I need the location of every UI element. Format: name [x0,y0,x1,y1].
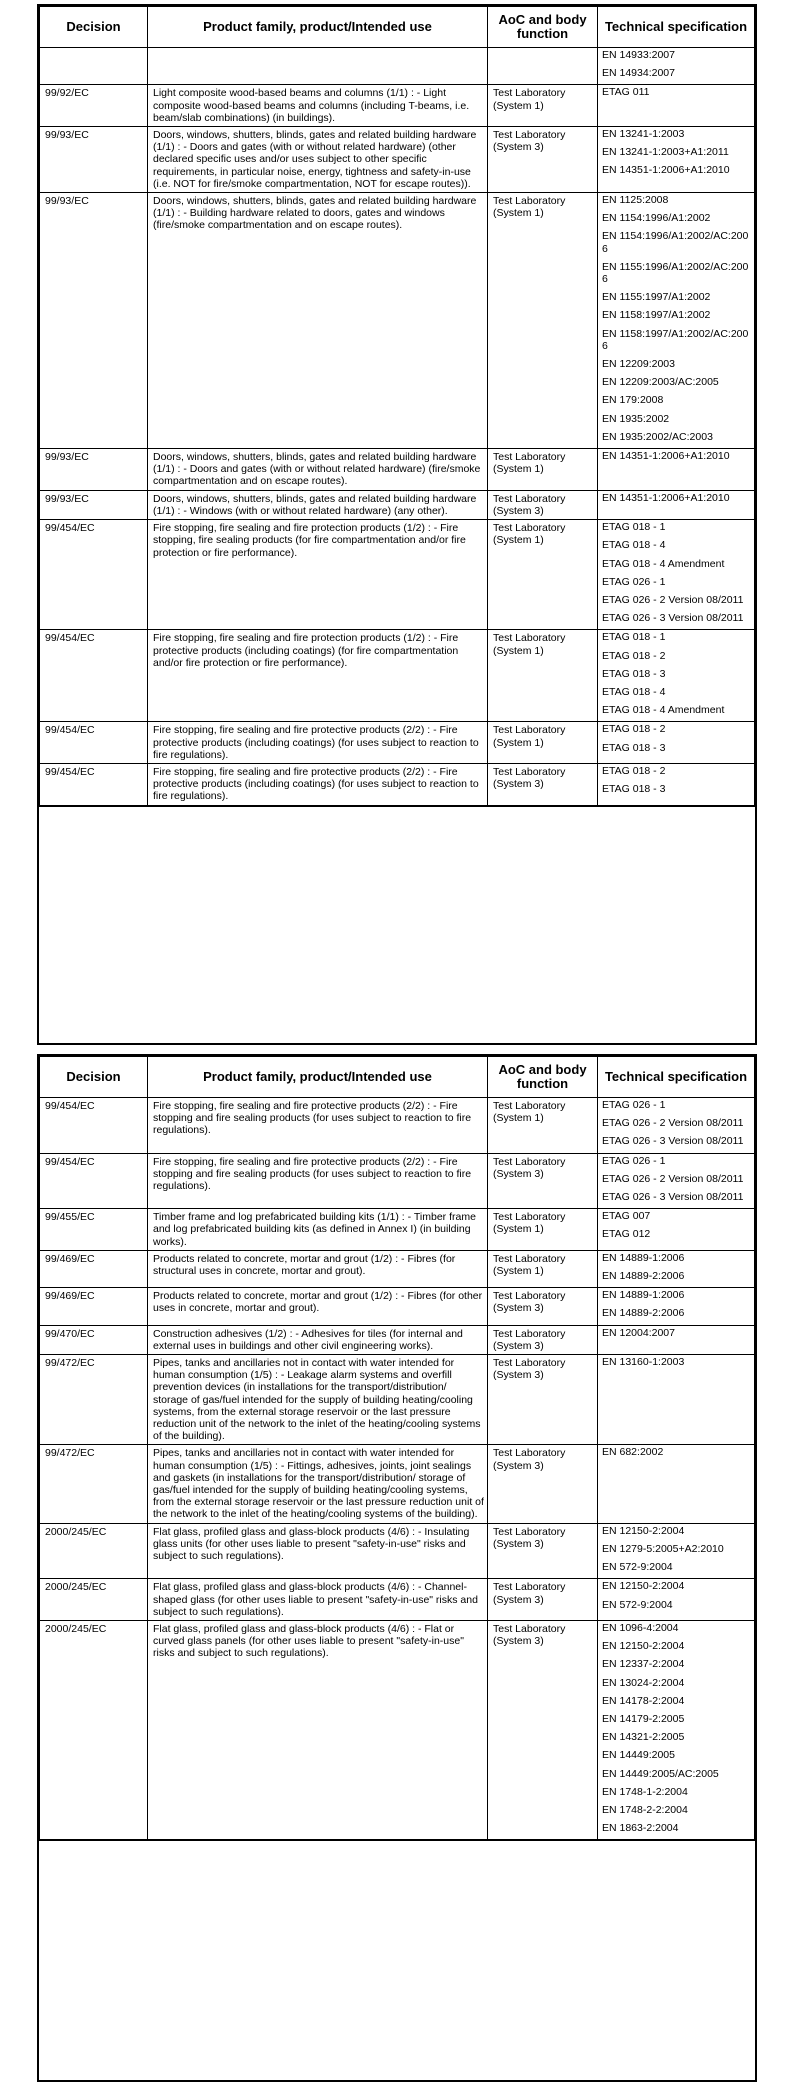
decision-cell-text: 99/469/EC [45,1252,95,1265]
aoc-cell-text: Test Laboratory (System 3) [493,492,566,517]
spec-item: EN 13024-2:2004 [598,1676,754,1694]
product-cell [148,520,488,630]
decision-cell [40,1153,148,1209]
table-row [40,1153,755,1209]
decision-cell [40,1325,148,1354]
spec-item: EN 1748-1-2:2004 [598,1785,754,1803]
spec-item: ETAG 012 [598,1227,754,1245]
filler-cell [488,1840,598,1841]
table-row [40,1355,755,1445]
aoc-cell [488,1098,598,1154]
aoc-cell-text: Test Laboratory (System 3) [493,765,566,791]
product-cell-text: Products related to concrete, mortar and grout (1/2) : - Fibres (for structural uses in concrete, mortar and grout). [153,1252,456,1278]
product-cell-text: Doors, windows, shutters, blinds, gates and related building hardware (1/1) : - Windows (with or without related hardware) (any other). [153,492,477,517]
spec-item: ETAG 026 - 1 [598,1098,754,1116]
spec-item: ETAG 026 - 3 Version 08/2011 [598,1190,754,1208]
aoc-cell-text: Test Laboratory (System 1) [493,1100,566,1125]
product-cell [148,1153,488,1209]
aoc-cell [488,1250,598,1287]
spec-item: EN 572-9:2004 [598,1598,754,1616]
aoc-cell-text: Test Laboratory (System 1) [493,1211,566,1236]
spec-cell [598,520,755,630]
spec-item: EN 13241-1:2003+A1:2011 [598,145,754,163]
spec-cell [598,1098,755,1154]
spec-item: EN 1125:2008 [598,193,754,211]
filler-cell [148,1840,488,1841]
decision-cell-text: 99/469/EC [45,1290,95,1303]
product-cell [148,48,488,85]
spec-item: EN 1154:1996/A1:2002/AC:2006 [598,229,754,259]
spec-item: EN 1158:1997/A1:2002 [598,308,754,326]
product-cell-text: Fire stopping, fire sealing and fire protective products (2/2) : - Fire protective products (including coatings) (for uses subject to reaction to fire regulations). [153,724,479,761]
spec-cell [598,1325,755,1354]
product-cell [148,1288,488,1325]
header-product: Product family, product/Intended use [148,7,488,48]
decision-cell [40,193,148,449]
spec-cell [598,1579,755,1621]
decision-cell-text: 99/454/EC [45,1100,95,1112]
table-filler-row [40,805,755,806]
spec-cell [598,1209,755,1251]
decision-cell-text: 99/472/EC [45,1357,95,1370]
aoc-cell-text: Test Laboratory (System 1) [493,1252,566,1278]
product-cell [148,1620,488,1839]
decision-cell [40,1250,148,1287]
decision-cell-text [40,48,147,52]
spec-item: EN 12209:2003/AC:2005 [598,375,754,393]
table-row [40,1445,755,1523]
table-row [40,127,755,193]
spec-item: ETAG 018 - 4 [598,685,754,703]
spec-list [598,1621,754,1839]
aoc-cell-text: Test Laboratory (System 1) [493,195,566,220]
spec-item: EN 13160-1:2003 [598,1355,754,1373]
product-cell-text: Construction adhesives (1/2) : - Adhesives for tiles (for internal and external uses in buildings and other civil engineering works). [153,1327,463,1352]
decision-cell-text: 99/92/EC [45,87,89,100]
spec-list [598,1445,754,1463]
aoc-cell [488,520,598,630]
spec-item: EN 14933:2007 [598,48,754,66]
decision-cell-text: 99/454/EC [45,632,95,645]
aoc-cell [488,1445,598,1523]
aoc-cell-text: Test Laboratory (System 3) [493,1290,566,1315]
spec-item: ETAG 018 - 2 [598,764,754,782]
decision-cell-text: 99/470/EC [45,1327,95,1340]
spec-item: EN 1155:1996/A1:2002/AC:2006 [598,260,754,290]
spec-cell [598,1153,755,1209]
decision-cell [40,85,148,127]
table-filler-row [40,1840,755,1841]
aoc-cell-text: Test Laboratory (System 3) [493,1155,566,1180]
spec-item: ETAG 018 - 3 [598,741,754,759]
aoc-cell [488,1579,598,1621]
spec-item: EN 1155:1997/A1:2002 [598,290,754,308]
spec-item: ETAG 007 [598,1209,754,1227]
table-row [40,193,755,449]
decision-cell-text: 99/455/EC [45,1211,95,1224]
spec-item: EN 1935:2002 [598,412,754,430]
spec-list [598,127,754,182]
product-cell-text: Light composite wood-based beams and columns (1/1) : - Light composite wood-based beams and columns (including T-beams, i.e. beam/slab combinations) (in buildings). [153,87,470,124]
aoc-cell [488,449,598,491]
product-cell-text: Doors, windows, shutters, blinds, gates and related building hardware (1/1) : - Doors and gates (with or without related hardware) (other declared specific uses and/or uses subject to other specific requirements, in particular noise, energy, tightness and safety-in-use (i.e. NOT for fire/smoke compartmentation, NOT for escape routes)). [153,129,477,190]
certification-table-top [37,4,757,1045]
spec-list [598,1355,754,1373]
spec-list [598,1288,754,1324]
decision-cell [40,1355,148,1445]
aoc-cell [488,763,598,805]
aoc-cell [488,1288,598,1325]
spec-item: EN 14889-2:2006 [598,1306,754,1324]
spec-list [598,520,754,629]
product-cell [148,1445,488,1523]
spec-item: ETAG 018 - 4 [598,538,754,556]
header-row [40,1057,755,1098]
decision-cell-text: 99/93/EC [45,492,89,505]
filler-cell [598,805,755,806]
decision-cell [40,1445,148,1523]
product-cell [148,1098,488,1154]
spec-item: EN 14449:2005 [598,1748,754,1766]
spec-list [598,1154,754,1209]
spec-item: EN 14934:2007 [598,66,754,84]
product-cell [148,1579,488,1621]
aoc-cell-text: Test Laboratory (System 3) [493,1525,566,1550]
table-row [40,449,755,491]
filler-cell [598,1840,755,1841]
spec-item: EN 1154:1996/A1:2002 [598,211,754,229]
product-cell-text: Fire stopping, fire sealing and fire protective products (2/2) : - Fire stopping and fire sealing products (for uses subject to reaction to fire regulations). [153,1100,472,1137]
aoc-cell [488,722,598,764]
header-product: Product family, product/Intended use [148,1057,488,1098]
decision-cell-text: 99/93/EC [45,451,89,464]
header-decision: Decision [40,7,148,48]
aoc-cell-text: Test Laboratory (System 1) [493,522,566,547]
table-row [40,1098,755,1154]
table-row [40,1288,755,1325]
spec-cell [598,1620,755,1839]
decision-cell [40,722,148,764]
table-row [40,630,755,722]
spec-list [598,1098,754,1153]
spec-item: ETAG 026 - 3 Version 08/2011 [598,611,754,629]
product-cell [148,449,488,491]
spec-item: ETAG 018 - 2 [598,649,754,667]
spec-item: ETAG 026 - 2 Version 08/2011 [598,593,754,611]
decision-cell [40,520,148,630]
product-cell-text: Flat glass, profiled glass and glass-block products (4/6) : - Channel-shaped glass (for other uses liable to present "safety-in-use" risks and subject to such regulations). [153,1581,478,1618]
spec-item: EN 12150-2:2004 [598,1639,754,1657]
spec-item: EN 14889-2:2006 [598,1269,754,1287]
table-row [40,763,755,805]
spec-cell [598,722,755,764]
spec-item: ETAG 018 - 4 Amendment [598,703,754,721]
spec-list [598,85,754,103]
decision-cell [40,763,148,805]
table-row [40,1620,755,1839]
table-grid [39,1056,755,1841]
spec-item: EN 14889-1:2006 [598,1288,754,1306]
product-cell [148,127,488,193]
aoc-cell [488,1620,598,1839]
product-cell [148,490,488,519]
spec-item: EN 12150-2:2004 [598,1524,754,1542]
product-cell-text: Pipes, tanks and ancillaries not in contact with water intended for human consumption (1/5) : - Leakage alarm systems and overfill prevention devices (in installations for the transport/distribution/ storage of gas/fuel intended for the supply of building heating/cooling systems, from the external storage reservoir or the last pressure reduction unit of the network to the inlet of the heating/cooling systems of the building). [153,1357,481,1443]
spec-cell [598,48,755,85]
decision-cell [40,630,148,722]
decision-cell-text: 99/472/EC [45,1447,95,1460]
spec-cell [598,763,755,805]
aoc-cell-text: Test Laboratory (System 1) [493,632,566,657]
spec-item: ETAG 026 - 1 [598,1154,754,1172]
table-row [40,85,755,127]
product-cell [148,1250,488,1287]
spec-cell [598,193,755,449]
table-row [40,48,755,85]
spec-list [598,491,754,509]
aoc-cell-text: Test Laboratory (System 1) [493,724,566,749]
product-cell [148,1325,488,1354]
spec-item: EN 12337-2:2004 [598,1657,754,1675]
filler-cell [40,805,148,806]
aoc-cell-text: Test Laboratory (System 3) [493,1327,566,1352]
spec-item: EN 1748-2-2:2004 [598,1803,754,1821]
table-row [40,1250,755,1287]
product-cell [148,85,488,127]
spec-item: EN 14351-1:2006+A1:2010 [598,491,754,509]
aoc-cell [488,127,598,193]
spec-item: ETAG 026 - 2 Version 08/2011 [598,1116,754,1134]
product-cell-text: Products related to concrete, mortar and grout (1/2) : - Fibres (for other uses in concrete, mortar and grout). [153,1290,483,1315]
spec-list [598,722,754,758]
product-cell-text [148,48,487,52]
table-row [40,520,755,630]
aoc-cell-text: Test Laboratory (System 3) [493,1447,566,1472]
aoc-cell-text: Test Laboratory (System 1) [493,87,566,112]
aoc-cell [488,193,598,449]
product-cell [148,722,488,764]
table-row [40,1325,755,1354]
aoc-cell-text: Test Laboratory (System 3) [493,129,566,154]
spec-list [598,1209,754,1245]
product-cell [148,763,488,805]
decision-cell-text: 99/93/EC [45,129,89,142]
header-aoc: AoC and body function [488,7,598,48]
spec-cell [598,85,755,127]
spec-item: EN 1158:1997/A1:2002/AC:2006 [598,327,754,357]
header-spec: Technical specification [598,7,755,48]
aoc-cell [488,1153,598,1209]
table-row [40,490,755,519]
header-row [40,7,755,48]
decision-cell [40,490,148,519]
spec-list [598,1579,754,1615]
filler-cell [40,1840,148,1841]
header-aoc: AoC and body function [488,1057,598,1098]
decision-cell [40,1288,148,1325]
product-cell-text: Pipes, tanks and ancillaries not in contact with water intended for human consumption (1/5) : - Fittings, adhesives, joints, joint sealings and gaskets (in installations for the transport/distribution/ storage of gas/fuel intended for the supply of building heating/cooling systems, from the external storage reservoir or the last pressure reduction unit of the network to the inlet of the heating/cooling systems of the building). [153,1447,484,1521]
filler-cell [148,805,488,806]
header-decision: Decision [40,1057,148,1098]
decision-cell [40,127,148,193]
product-cell-text: Fire stopping, fire sealing and fire protection products (1/2) : - Fire stopping, fire sealing products (for fire compartmentation and/or fire protection or fire performance). [153,522,466,559]
aoc-cell [488,1325,598,1354]
spec-cell [598,490,755,519]
product-cell-text: Doors, windows, shutters, blinds, gates and related building hardware (1/1) : - Doors and gates (with or without related hardware) (fire/smoke compartmentation and on escape routes). [153,451,481,488]
aoc-cell [488,1523,598,1579]
spec-item: EN 1096-4:2004 [598,1621,754,1639]
spec-item: EN 12150-2:2004 [598,1579,754,1597]
spec-cell [598,449,755,491]
aoc-cell [488,490,598,519]
spec-cell [598,1355,755,1445]
spec-item: EN 14449:2005/AC:2005 [598,1767,754,1785]
spec-list [598,193,754,448]
table-row [40,1579,755,1621]
spec-item: ETAG 018 - 3 [598,782,754,800]
spec-item: EN 14178-2:2004 [598,1694,754,1712]
decision-cell [40,1523,148,1579]
aoc-cell [488,630,598,722]
spec-cell [598,630,755,722]
product-cell-text: Flat glass, profiled glass and glass-block products (4/6) : - Flat or curved glass panels (for other uses liable to present "safety-in-use" risks and subject to such regulations). [153,1622,464,1660]
header-spec: Technical specification [598,1057,755,1098]
spec-item: ETAG 026 - 2 Version 08/2011 [598,1172,754,1190]
spec-cell [598,127,755,193]
spec-item: ETAG 018 - 3 [598,667,754,685]
decision-cell-text: 2000/245/EC [45,1581,107,1594]
decision-cell [40,1579,148,1621]
table-row [40,722,755,764]
decision-cell-text: 99/454/EC [45,1155,95,1168]
spec-list [598,630,754,721]
decision-cell-text: 2000/245/EC [45,1622,107,1635]
spec-list [598,1251,754,1287]
spec-item: EN 572-9:2004 [598,1560,754,1578]
spec-item: EN 12004:2007 [598,1326,754,1344]
product-cell [148,1209,488,1251]
aoc-cell [488,1209,598,1251]
spec-item: EN 14179-2:2005 [598,1712,754,1730]
product-cell-text: Flat glass, profiled glass and glass-block products (4/6) : - Insulating glass units (for other uses liable to present "safety-in-use" risks and subject to such regulations). [153,1525,470,1563]
spec-item: EN 179:2008 [598,393,754,411]
decision-cell [40,1209,148,1251]
filler-cell [488,805,598,806]
decision-cell [40,449,148,491]
table-row [40,1523,755,1579]
spec-item: EN 14351-1:2006+A1:2010 [598,449,754,467]
product-cell-text: Timber frame and log prefabricated building kits (1/1) : - Timber frame and log prefabricated building kits (as defined in Annex I) (in building works). [153,1211,476,1248]
decision-cell-text: 99/93/EC [45,195,89,208]
spec-item: EN 12209:2003 [598,357,754,375]
spec-item: ETAG 026 - 1 [598,575,754,593]
aoc-cell [488,48,598,85]
aoc-cell-text: Test Laboratory (System 3) [493,1357,566,1382]
spec-list [598,449,754,467]
product-cell [148,193,488,449]
spec-item: EN 13241-1:2003 [598,127,754,145]
decision-cell [40,1098,148,1154]
product-cell-text: Doors, windows, shutters, blinds, gates and related building hardware (1/1) : - Building hardware related to doors, gates and windows (fire/smoke compartmentation and on escape routes). [153,195,477,232]
decision-cell-text: 2000/245/EC [45,1525,107,1538]
spec-cell [598,1250,755,1287]
spec-item: EN 1935:2002/AC:2003 [598,430,754,448]
table-row [40,1209,755,1251]
spec-item: EN 682:2002 [598,1445,754,1463]
spec-cell [598,1523,755,1579]
decision-cell-text: 99/454/EC [45,765,95,778]
aoc-cell [488,85,598,127]
aoc-cell-text: Test Laboratory (System 3) [493,1581,566,1606]
spec-item: EN 14351-1:2006+A1:2010 [598,163,754,181]
spec-list [598,48,754,84]
spec-item: ETAG 018 - 1 [598,630,754,648]
spec-item: ETAG 018 - 1 [598,520,754,538]
product-cell-text: Fire stopping, fire sealing and fire protective products (2/2) : - Fire stopping and fire sealing products (for uses subject to reaction to fire regulations). [153,1155,472,1193]
decision-cell-text: 99/454/EC [45,724,95,737]
product-cell-text: Fire stopping, fire sealing and fire protective products (2/2) : - Fire protective products (including coatings) (for uses subject to reaction to fire regulations). [153,765,479,803]
decision-cell-text: 99/454/EC [45,522,95,535]
spec-item: EN 1279-5:2005+A2:2010 [598,1542,754,1560]
product-cell [148,630,488,722]
aoc-cell [488,1355,598,1445]
aoc-cell-text: Test Laboratory (System 3) [493,1622,566,1648]
spec-item: EN 1863-2:2004 [598,1821,754,1839]
product-cell [148,1523,488,1579]
spec-item: ETAG 018 - 4 Amendment [598,557,754,575]
table-grid [39,6,755,807]
spec-item: EN 14321-2:2005 [598,1730,754,1748]
spec-cell [598,1445,755,1523]
spec-list [598,1326,754,1344]
spec-list [598,764,754,800]
spec-item: ETAG 011 [598,85,754,103]
aoc-cell-text: Test Laboratory (System 1) [493,451,566,476]
decision-cell [40,1620,148,1839]
aoc-cell-text [488,48,597,52]
product-cell [148,1355,488,1445]
spec-cell [598,1288,755,1325]
certification-table-bottom [37,1054,757,2082]
decision-cell [40,48,148,85]
spec-item: ETAG 018 - 2 [598,722,754,740]
spec-item: EN 14889-1:2006 [598,1251,754,1269]
product-cell-text: Fire stopping, fire sealing and fire protection products (1/2) : - Fire protective products (including coatings) (for fire compartmentation and/or fire protection or fire performance). [153,632,459,669]
spec-list [598,1524,754,1579]
spec-item: ETAG 026 - 3 Version 08/2011 [598,1134,754,1152]
